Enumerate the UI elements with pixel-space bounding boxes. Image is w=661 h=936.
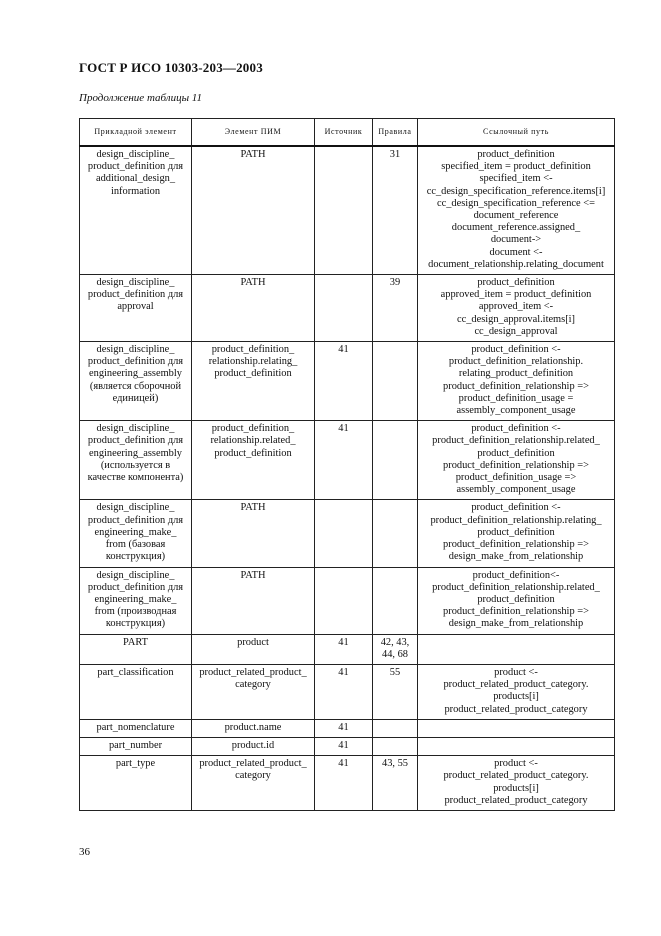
- cell-line: 43, 55: [382, 758, 408, 770]
- cell-pim-element: [192, 664, 315, 719]
- cell-line: part_type: [115, 758, 156, 770]
- cell-line: relationship.relating_: [208, 356, 298, 368]
- cell-line: product_definition<-: [472, 569, 560, 581]
- cell-line: design_make_from_relationship: [448, 551, 584, 563]
- cell-line: (является сборочной: [89, 380, 182, 392]
- cell-line: product_definition для: [87, 435, 184, 447]
- table-row: [80, 756, 615, 811]
- cell-line: 39: [389, 277, 401, 289]
- cell-line: category: [235, 770, 271, 782]
- cell-rules: [373, 737, 418, 755]
- cell-line: product_definition: [477, 149, 555, 160]
- cell-app-element: [80, 719, 192, 737]
- cell-pim-element: [192, 500, 315, 567]
- cell-reference-path: [418, 664, 615, 719]
- cell-line: 41: [338, 758, 349, 770]
- cell-line: engineering_assembly: [89, 447, 182, 459]
- cell-line: additional_design_: [95, 173, 176, 185]
- cell-line: assembly_component_usage: [456, 484, 576, 496]
- cell-line: product: [237, 636, 269, 648]
- cell-source: [315, 664, 373, 719]
- cell-reference-path: [418, 567, 615, 634]
- cell-pim-element: [192, 275, 315, 342]
- cell-line: from (производная: [94, 606, 177, 618]
- table-header-row: [80, 119, 615, 147]
- cell-app-element: [80, 634, 192, 664]
- cell-line: design_discipline_: [96, 423, 175, 435]
- cell-reference-path: [418, 719, 615, 737]
- cell-app-element: [80, 146, 192, 275]
- cell-line: 55: [389, 666, 401, 678]
- cell-reference-path: [418, 500, 615, 567]
- cell-line: specified_item = product_definition: [441, 161, 591, 173]
- cell-line: единицей): [112, 392, 159, 404]
- cell-line: product_related_product_category.: [443, 770, 589, 782]
- cell-reference-path: [418, 421, 615, 500]
- cell-line: product <-: [494, 666, 538, 678]
- cell-line: cc_design_specification_reference <=: [437, 197, 595, 209]
- cell-source: [315, 737, 373, 755]
- page-number: 36: [79, 846, 90, 858]
- cell-line: engineering_make_: [94, 526, 177, 538]
- cell-line: product_definition: [477, 526, 555, 538]
- cell-line: design_discipline_: [96, 277, 175, 289]
- cell-source: [315, 634, 373, 664]
- cell-line: engineering_make_: [94, 593, 177, 605]
- table-continuation-caption: Продолжение таблицы 11: [79, 92, 202, 104]
- table-row: [80, 567, 615, 634]
- table-row: [80, 634, 615, 664]
- cell-line: product_related_product_: [199, 666, 307, 678]
- cell-line: approved_item <-: [478, 301, 554, 313]
- cell-app-element: [80, 500, 192, 567]
- cell-line: product_definition: [214, 447, 292, 459]
- cell-line: document_reference: [473, 210, 559, 222]
- cell-line: relating_product_definition: [458, 368, 574, 380]
- cell-line: product_related_product_category: [444, 703, 588, 715]
- cell-reference-path: [418, 756, 615, 811]
- cell-line: product_definition_: [211, 344, 295, 356]
- cell-line: approved_item = product_definition: [440, 289, 592, 301]
- cell-line: products[i]: [493, 782, 539, 794]
- cell-line: product_definition для: [87, 161, 184, 173]
- cell-line: document_reference.assigned_: [451, 222, 581, 234]
- cell-line: design_discipline_: [96, 344, 175, 356]
- cell-line: product_definition_relationship =>: [443, 539, 589, 551]
- cell-rules: [373, 664, 418, 719]
- cell-source: [315, 275, 373, 342]
- cell-line: 42, 43,: [380, 636, 410, 648]
- cell-line: specified_item <-: [479, 173, 553, 185]
- cell-line: part_number: [108, 739, 163, 751]
- cell-line: 44, 68: [382, 648, 408, 660]
- cell-line: cc_design_specification_reference.items[i]: [426, 185, 606, 197]
- cell-line: cc_design_approval: [474, 325, 558, 337]
- column-header-source: Источник: [315, 119, 373, 147]
- cell-line: from (базовая: [105, 539, 166, 551]
- cell-line: product_definition: [477, 447, 555, 459]
- cell-line: product_definition_relationship =>: [443, 459, 589, 471]
- cell-line: 41: [338, 344, 349, 356]
- cell-pim-element: [192, 737, 315, 755]
- cell-line: 41: [338, 721, 349, 733]
- cell-pim-element: [192, 719, 315, 737]
- cell-line: PATH: [240, 277, 266, 289]
- cell-line: document->: [490, 234, 542, 246]
- table-row: [80, 719, 615, 737]
- cell-line: design_make_from_relationship: [448, 618, 584, 630]
- cell-rules: [373, 146, 418, 275]
- cell-line: product.id: [231, 739, 275, 751]
- cell-app-element: [80, 756, 192, 811]
- cell-reference-path: [418, 634, 615, 664]
- column-header-pim-element: Элемент ПИМ: [192, 119, 315, 147]
- cell-line: product_definition_relationship.related_: [432, 435, 600, 447]
- cell-line: relationship.related_: [210, 435, 296, 447]
- table-row: [80, 146, 615, 275]
- cell-line: product_related_product_: [199, 758, 307, 770]
- cell-line: document <-: [489, 246, 543, 258]
- table-row: [80, 421, 615, 500]
- cell-reference-path: [418, 737, 615, 755]
- cell-line: design_discipline_: [96, 569, 175, 581]
- cell-line: product_definition_relationship.relating_: [430, 514, 602, 526]
- cell-line: part_nomenclature: [96, 721, 175, 733]
- column-header-reference-path: Ссылочный путь: [418, 119, 615, 147]
- cell-rules: [373, 342, 418, 421]
- column-header-app-element: Прикладной элемент: [80, 119, 192, 147]
- cell-line: product_definition для: [87, 356, 184, 368]
- cell-source: [315, 146, 373, 275]
- cell-line: product_definition <-: [471, 502, 561, 514]
- cell-line: PATH: [240, 502, 266, 514]
- document-title: ГОСТ Р ИСО 10303-203—2003: [79, 60, 263, 75]
- cell-line: конструкция): [105, 618, 166, 630]
- cell-line: information: [110, 185, 161, 197]
- cell-pim-element: [192, 421, 315, 500]
- cell-line: assembly_component_usage: [456, 405, 576, 417]
- cell-pim-element: [192, 634, 315, 664]
- table-row: [80, 275, 615, 342]
- cell-line: 41: [338, 423, 349, 435]
- cell-line: product_definition_usage =: [458, 392, 574, 404]
- cell-pim-element: [192, 146, 315, 275]
- table-row: [80, 737, 615, 755]
- cell-rules: [373, 634, 418, 664]
- cell-line: product_related_product_category.: [443, 679, 589, 691]
- cell-line: products[i]: [493, 691, 539, 703]
- cell-line: engineering_assembly: [89, 368, 182, 380]
- cell-pim-element: [192, 342, 315, 421]
- cell-source: [315, 719, 373, 737]
- cell-line: product_definition_relationship.: [448, 356, 584, 368]
- cell-line: product_definition_relationship.related_: [432, 581, 600, 593]
- cell-line: product_definition: [477, 277, 555, 289]
- cell-reference-path: [418, 146, 615, 275]
- cell-line: PATH: [240, 149, 266, 160]
- cell-line: product_definition_usage =>: [455, 472, 577, 484]
- cell-line: document_relationship.relating_document: [428, 258, 604, 270]
- cell-line: product_definition <-: [471, 344, 561, 356]
- cell-app-element: [80, 664, 192, 719]
- cell-line: (используется в: [100, 459, 171, 471]
- cell-rules: [373, 275, 418, 342]
- table-body: [80, 146, 615, 810]
- cell-line: качестве компонента): [87, 472, 184, 484]
- cell-line: product_definition <-: [471, 423, 561, 435]
- cell-line: 41: [338, 739, 349, 751]
- cell-line: product_definition_: [211, 423, 295, 435]
- cell-line: product_definition_relationship =>: [443, 606, 589, 618]
- cell-app-element: [80, 342, 192, 421]
- cell-source: [315, 500, 373, 567]
- cell-source: [315, 342, 373, 421]
- cell-line: 41: [338, 636, 349, 648]
- reference-table: [79, 118, 615, 811]
- cell-line: product_definition: [477, 593, 555, 605]
- cell-line: product <-: [494, 758, 538, 770]
- table-row: [80, 664, 615, 719]
- cell-pim-element: [192, 567, 315, 634]
- cell-rules: [373, 567, 418, 634]
- cell-app-element: [80, 737, 192, 755]
- cell-pim-element: [192, 756, 315, 811]
- cell-line: product_definition: [214, 368, 292, 380]
- cell-app-element: [80, 421, 192, 500]
- cell-rules: [373, 756, 418, 811]
- table-row: [80, 342, 615, 421]
- cell-line: product_definition для: [87, 289, 184, 301]
- table-row: [80, 500, 615, 567]
- cell-line: конструкция): [105, 551, 166, 563]
- cell-line: approval: [117, 301, 154, 313]
- cell-reference-path: [418, 342, 615, 421]
- cell-app-element: [80, 567, 192, 634]
- cell-source: [315, 421, 373, 500]
- cell-rules: [373, 500, 418, 567]
- cell-line: 41: [338, 666, 349, 678]
- cell-line: product_definition для: [87, 581, 184, 593]
- cell-line: product_definition_relationship =>: [443, 380, 589, 392]
- cell-line: PART: [123, 636, 148, 648]
- cell-line: design_discipline_: [96, 502, 175, 514]
- cell-line: design_discipline_: [96, 149, 175, 160]
- cell-line: cc_design_approval.items[i]: [456, 313, 575, 325]
- cell-line: category: [235, 679, 271, 691]
- cell-line: part_classification: [97, 666, 174, 678]
- cell-line: PATH: [240, 569, 266, 581]
- cell-source: [315, 567, 373, 634]
- cell-rules: [373, 719, 418, 737]
- cell-rules: [373, 421, 418, 500]
- cell-line: product_definition для: [87, 514, 184, 526]
- cell-source: [315, 756, 373, 811]
- cell-app-element: [80, 275, 192, 342]
- cell-line: product_related_product_category: [444, 794, 588, 806]
- cell-line: 31: [389, 149, 401, 160]
- column-header-rules: Правила: [373, 119, 418, 147]
- cell-reference-path: [418, 275, 615, 342]
- cell-line: product.name: [224, 721, 282, 733]
